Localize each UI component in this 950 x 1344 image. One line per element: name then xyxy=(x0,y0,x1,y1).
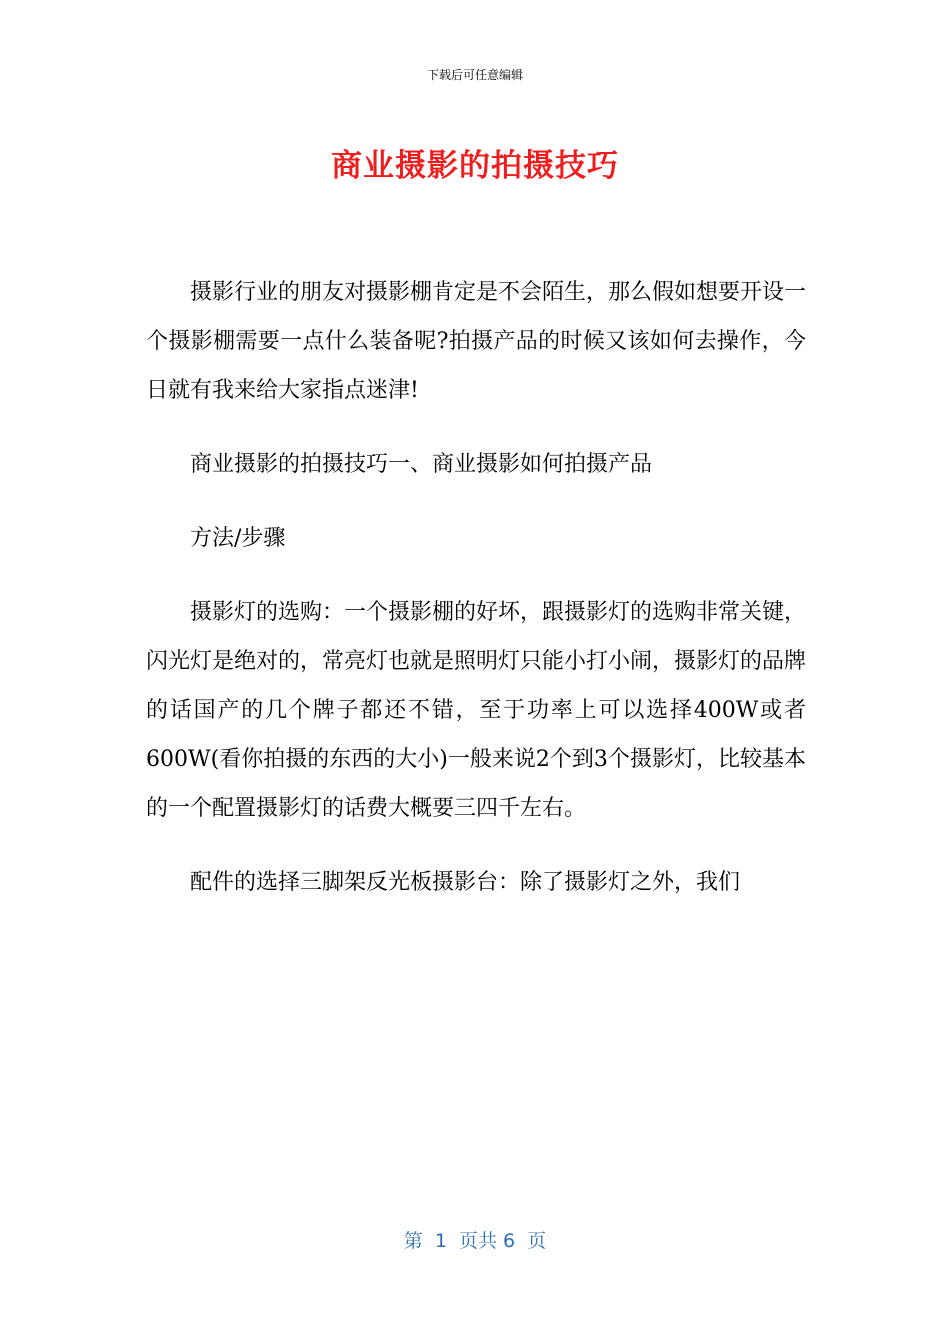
document-title: 商业摄影的拍摄技巧 xyxy=(331,148,619,184)
page-number: 第 1 页共 6 页 xyxy=(403,1230,547,1252)
paragraph: 商业摄影的拍摄技巧一、商业摄影如何拍摄产品 xyxy=(190,452,653,477)
paragraph: 方法/步骤 xyxy=(190,526,286,551)
paragraph: 摄影灯的选购：一个摄影棚的好坏，跟摄影灯的选购非常关键，闪光灯是绝对的，常亮灯也就是照明灯只能小打小闹，摄影灯的品牌的话国产的几个牌子都还不错，至于功率上可以选择400W或者600W(看你拍摄的东西的大小)一般来说2个到3个摄影灯，比较基本的一个配置摄影灯的话费大概要三四千左右。 xyxy=(146,600,807,821)
paragraph: 配件的选择三脚架反光板摄影台：除了摄影灯之外，我们 xyxy=(190,870,741,895)
header-note: 下载后可任意编辑 xyxy=(426,68,523,82)
paragraph: 摄影行业的朋友对摄影棚肯定是不会陌生，那么假如想要开设一个摄影棚需要一点什么装备呢?拍摄产品的时候又该如何去操作，今日就有我来给大家指点迷津! xyxy=(146,280,807,403)
document-body xyxy=(146,268,806,932)
